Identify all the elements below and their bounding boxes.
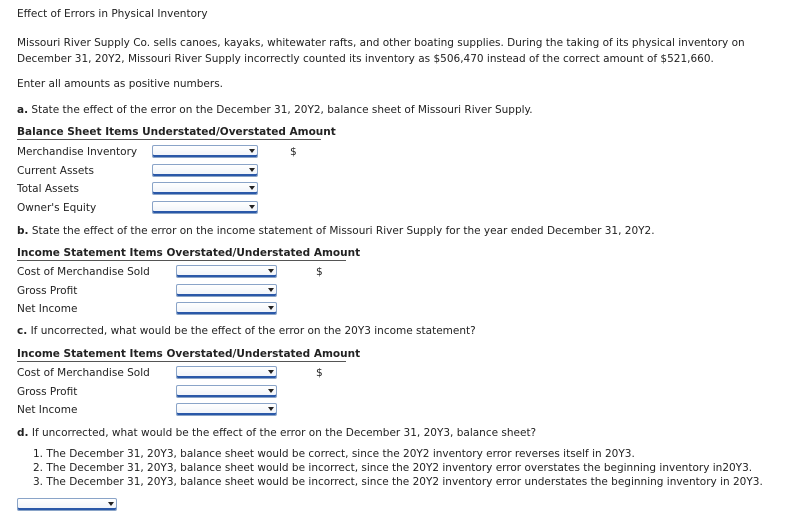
chevron-down-icon — [268, 370, 274, 374]
header-col-items: Balance Sheet Items — [17, 126, 139, 138]
part-d-letter: d. — [17, 427, 29, 439]
answer-option: 3. The December 31, 20Y3, balance sheet would be incorrect, since the 20Y2 inventory error understates the beginning inventory in 20Y3. — [33, 476, 763, 488]
row-label: Merchandise Inventory — [17, 146, 138, 158]
header-col-effect: Overstated/Understated — [166, 247, 311, 259]
effect-select[interactable] — [176, 265, 277, 278]
answer-select[interactable] — [17, 498, 117, 511]
effect-select[interactable] — [176, 403, 277, 416]
chevron-down-icon — [268, 407, 274, 411]
effect-select[interactable] — [152, 145, 258, 158]
row-label: Net Income — [17, 303, 78, 315]
row-label: Cost of Merchandise Sold — [17, 367, 150, 379]
effect-select[interactable] — [176, 366, 277, 379]
row-label: Cost of Merchandise Sold — [17, 266, 150, 278]
effect-select[interactable] — [152, 201, 258, 214]
chevron-down-icon — [249, 149, 255, 153]
answer-option: 2. The December 31, 20Y3, balance sheet would be incorrect, since the 20Y2 inventory error overstates the beginning inventory in20Y3. — [33, 462, 753, 474]
header-col-amount: Amount — [313, 348, 361, 360]
part-a-text: State the effect of the error on the December 31, 20Y2, balance sheet of Missouri River Supply. — [31, 104, 533, 116]
effect-select[interactable] — [152, 182, 258, 195]
chevron-down-icon — [249, 186, 255, 190]
part-b-letter: b. — [17, 225, 29, 237]
part-c-table-header — [17, 348, 361, 362]
chevron-down-icon — [268, 269, 274, 273]
effect-select[interactable] — [152, 164, 258, 177]
row-label: Gross Profit — [17, 386, 78, 398]
header-col-amount: Amount — [289, 126, 336, 138]
page-title: Effect of Errors in Physical Inventory — [17, 8, 208, 20]
part-b-question — [17, 225, 655, 237]
chevron-down-icon — [268, 389, 274, 393]
row-label: Owner's Equity — [17, 202, 97, 214]
problem-intro: Missouri River Supply Co. sells canoes, kayaks, whitewater rafts, and other boating supplies. During the taking of its physical inventory on December 31, 20Y2, Missouri River Supply incorrectly counted its inventory as $506,470 instead of the correct amount of $521,660. — [17, 37, 745, 65]
chevron-down-icon — [268, 306, 274, 310]
effect-select[interactable] — [176, 302, 277, 315]
chevron-down-icon — [249, 205, 255, 209]
chevron-down-icon — [268, 288, 274, 292]
currency-symbol: $ — [290, 146, 297, 158]
part-a-question — [17, 104, 533, 116]
part-a-letter: a. — [17, 104, 29, 116]
effect-select[interactable] — [176, 385, 277, 398]
answer-options-list — [33, 447, 763, 489]
currency-symbol: $ — [316, 266, 323, 278]
row-label: Gross Profit — [17, 285, 78, 297]
part-c-letter: c. — [17, 325, 28, 337]
currency-symbol: $ — [316, 367, 323, 379]
effect-select[interactable] — [176, 284, 277, 297]
header-col-effect: Overstated/Understated — [166, 348, 311, 360]
part-a-table-header — [17, 126, 336, 140]
chevron-down-icon — [249, 168, 255, 172]
row-label: Current Assets — [17, 165, 94, 177]
part-d-text: If uncorrected, what would be the effect of the error on the December 31, 20Y3, balance sheet? — [31, 427, 537, 439]
part-d-question — [17, 427, 536, 439]
header-col-items: Income Statement Items — [17, 348, 163, 360]
instruction-text: Enter all amounts as positive numbers. — [17, 78, 224, 90]
row-label: Total Assets — [17, 183, 80, 195]
header-col-effect: Understated/Overstated — [142, 126, 286, 138]
header-col-amount: Amount — [313, 247, 361, 259]
row-label: Net Income — [17, 404, 78, 416]
part-c-question — [17, 325, 476, 337]
chevron-down-icon — [108, 502, 114, 506]
part-b-text: State the effect of the error on the income statement of Missouri River Supply for the year ended December 31, 20Y2. — [31, 225, 655, 237]
part-b-table-header — [17, 247, 361, 261]
header-col-items: Income Statement Items — [17, 247, 163, 259]
part-c-text: If uncorrected, what would be the effect of the error on the 20Y3 income statement? — [30, 325, 476, 337]
answer-option: 1. The December 31, 20Y3, balance sheet would be correct, since the 20Y2 inventory error reverses itself in 20Y3. — [33, 448, 635, 460]
